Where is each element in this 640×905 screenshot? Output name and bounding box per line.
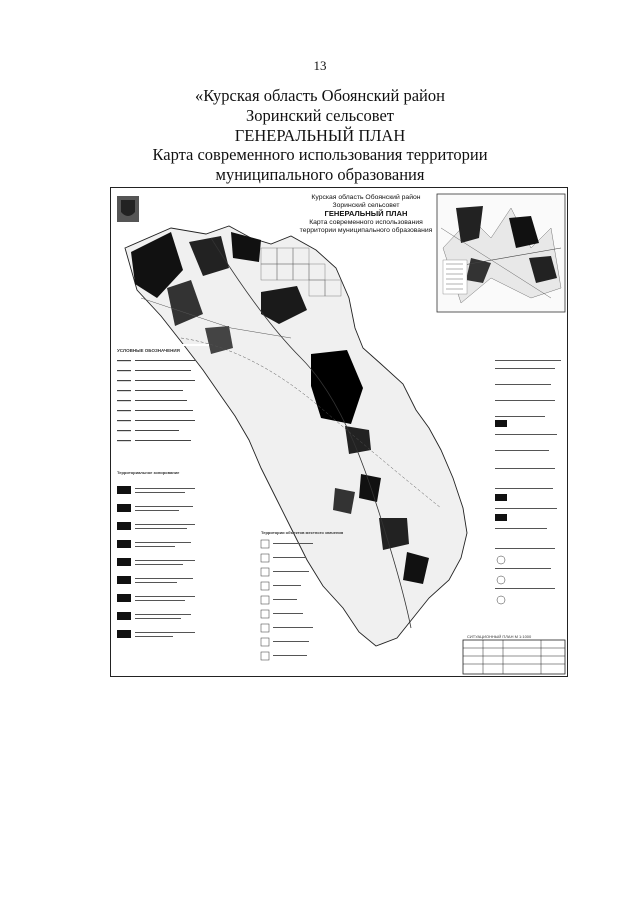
document-heading-line4: Карта современного использования территории bbox=[152, 145, 488, 164]
map-title-line1: Курская область Обоянский район bbox=[311, 194, 421, 201]
document-heading-line2: Зоринский сельсовет bbox=[246, 106, 394, 125]
legend-objects bbox=[261, 540, 313, 660]
map-title-line2: Зоринский сельсовет bbox=[332, 202, 400, 209]
document-heading-line5: муниципального образования bbox=[215, 165, 425, 184]
document-heading-line3: ГЕНЕРАЛЬНЫЙ ПЛАН bbox=[234, 126, 406, 145]
coat-of-arms-icon bbox=[117, 196, 139, 222]
page-number: 13 bbox=[313, 58, 327, 73]
map-title-line5: территории муниципального образования bbox=[299, 227, 433, 234]
title-block bbox=[463, 640, 565, 674]
map-title-line4: Карта современного использования bbox=[309, 219, 423, 226]
legend-right bbox=[495, 360, 561, 604]
map-scale-label: СИТУАЦИОННЫЙ ПЛАН М 1:1000 bbox=[467, 634, 532, 639]
legend-section-territorial: Территориальное зонирование bbox=[117, 470, 180, 475]
legend-left bbox=[115, 344, 209, 638]
document-heading-line1: «Курская область Обоянский район bbox=[195, 86, 445, 105]
legend-heading: УСЛОВНЫЕ ОБОЗНАЧЕНИЯ bbox=[117, 348, 180, 353]
map-image bbox=[110, 187, 568, 677]
map-drawing bbox=[111, 188, 568, 677]
map-title-line3: ГЕНЕРАЛЬНЫЙ ПЛАН bbox=[324, 209, 408, 218]
legend-section-objects: Территории объектов местного значения bbox=[261, 530, 344, 535]
